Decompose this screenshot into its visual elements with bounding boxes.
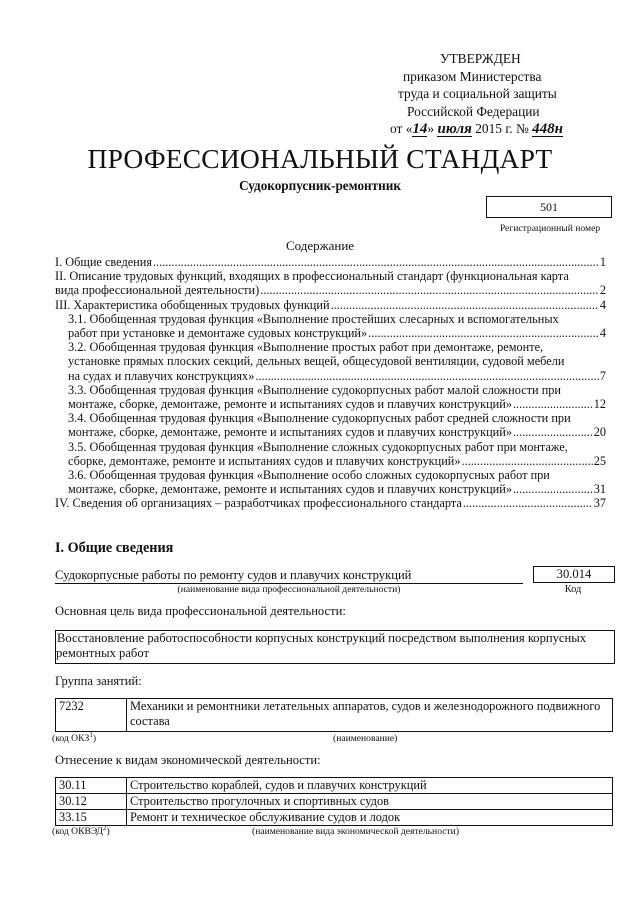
occupation-code-caption: (код ОКЗ$^1$)	[52, 731, 97, 745]
document-subtitle: Судокорпусник-ремонтник	[239, 178, 401, 193]
toc-item[interactable]	[55, 468, 606, 496]
toc-dots	[260, 283, 599, 297]
econ-table	[55, 777, 613, 826]
occupation-code: 7232	[56, 699, 127, 732]
toc-item-leader	[68, 369, 606, 383]
goal-box	[55, 630, 615, 664]
toc-item-line: 3.6. Обобщенная трудовая функция «Выполнение особо сложных судокорпусных работ при	[68, 468, 550, 483]
section-heading: I. Общие сведения	[55, 540, 174, 556]
toc-item-leader	[68, 326, 606, 340]
toc-item[interactable]	[55, 496, 606, 510]
toc-item-text: на судах и плавучих конструкциях»	[68, 368, 255, 383]
table-row	[56, 810, 613, 826]
toc-item-leader	[55, 255, 606, 269]
toc-item[interactable]	[55, 340, 606, 383]
toc-item-leader	[55, 496, 606, 510]
toc-item[interactable]	[55, 411, 606, 439]
document-title: ПРОФЕССИОНАЛЬНЫЙ СТАНДАРТ	[87, 143, 553, 174]
toc-item-line: 3.1. Обобщенная трудовая функция «Выполнение простейших слесарных и вспомогательных	[68, 311, 559, 326]
registration-label: Регистрационный номер	[499, 223, 601, 234]
toc-item-leader	[55, 283, 606, 297]
toc-item-text: монтаже, сборке, демонтаже, ремонте и испытаниях судов и плавучих конструкций»	[68, 425, 512, 440]
toc-item-text: IV. Сведения об организациях – разработчиках профессионального стандарта	[55, 496, 462, 511]
toc-item-line: 3.5. Обобщенная трудовая функция «Выполнение сложных судокорпусных работ при монтаже,	[68, 439, 568, 454]
toc-page-number: 1	[599, 255, 606, 269]
toc-item[interactable]	[55, 312, 606, 340]
toc-page-number: 7	[599, 368, 606, 383]
toc-item-line: 3.3. Обобщенная трудовая функция «Выполнение судокорпусных работ малой сложности при	[68, 382, 562, 397]
goal-text: Восстановление работоспособности корпусных конструкций посредством выполнения корпусных ремонтных работ	[56, 631, 587, 661]
toc-page-number: 12	[593, 397, 606, 412]
econ-name: Строительство прогулочных и спортивных судов	[127, 794, 613, 810]
approval-line4: Российской Федерации	[407, 103, 540, 119]
toc-item-line: 3.4. Обобщенная трудовая функция «Выполнение судокорпусных работ средней сложности при	[68, 411, 571, 426]
approval-date-line	[390, 120, 630, 138]
toc-heading: Содержание	[285, 238, 355, 253]
activity-kind-caption: (наименование вида профессиональной деятельности)	[177, 584, 401, 595]
table-of-contents	[55, 255, 606, 511]
toc-page-number: 4	[599, 326, 606, 341]
toc-dots	[153, 255, 599, 269]
toc-item[interactable]	[55, 440, 606, 468]
table-row	[56, 794, 613, 810]
occupation-label: Группа занятий:	[55, 674, 142, 688]
toc-page-number: 4	[599, 297, 606, 312]
date-day: 14	[412, 121, 428, 137]
toc-dots	[462, 454, 593, 468]
econ-code: 30.12	[56, 794, 127, 810]
approval-line3: труда и социальной защиты	[398, 86, 557, 101]
toc-dots	[255, 369, 598, 383]
registration-number-box: 501	[486, 196, 612, 218]
activity-code-box: 30.014	[533, 566, 615, 583]
econ-name: Ремонт и техническое обслуживание судов и лодок	[127, 810, 613, 826]
table-row	[56, 699, 613, 732]
toc-page-number: 25	[593, 453, 606, 468]
occupation-name: Механики и ремонтники летательных аппаратов, судов и железнодорожного подвижного состава	[127, 699, 613, 732]
econ-code: 33.15	[56, 810, 127, 826]
occupation-name-caption: (наименование)	[333, 733, 398, 744]
code-caption: Код	[564, 584, 582, 595]
order-number: 448н	[532, 121, 563, 137]
toc-item-leader	[55, 298, 606, 312]
toc-page-number: 31	[593, 482, 606, 497]
toc-item-leader	[68, 482, 606, 496]
toc-dots	[513, 397, 593, 411]
toc-item-leader	[68, 425, 606, 439]
table-row	[56, 778, 613, 794]
approval-line2: приказом Министерства	[403, 68, 542, 84]
toc-dots	[463, 496, 593, 510]
toc-item-text: I. Общие сведения	[55, 255, 152, 269]
econ-code: 30.11	[56, 778, 127, 794]
date-prefix: от «	[390, 121, 413, 136]
toc-item[interactable]	[55, 383, 606, 411]
toc-item-leader	[68, 397, 606, 411]
toc-dots	[513, 425, 593, 439]
econ-name-caption: (наименование вида экономической деятельности)	[252, 826, 460, 837]
date-year: 2015 г. №	[475, 121, 529, 136]
toc-item-line: II. Описание трудовых функций, входящих в профессиональный стандарт (функциональная карта	[55, 269, 569, 284]
toc-page-number: 37	[593, 496, 606, 511]
toc-item-text: вида профессиональной деятельности)	[55, 283, 260, 298]
toc-item-text: монтаже, сборке, демонтаже, ремонте и испытаниях судов и плавучих конструкций»	[68, 397, 512, 412]
toc-item-line: 3.2. Обобщенная трудовая функция «Выполнение простых работ при демонтаже, ремонте,	[68, 340, 544, 355]
toc-item[interactable]	[55, 298, 606, 312]
activity-kind: Судокорпусные работы по ремонту судов и плавучих конструкций	[55, 567, 523, 584]
approval-line1: УТВЕРЖДЕН	[440, 51, 521, 66]
toc-item-text: сборке, демонтаже, ремонте и испытаниях судов и плавучих конструкций»	[68, 453, 461, 468]
econ-name: Строительство кораблей, судов и плавучих конструкций	[127, 778, 613, 794]
toc-page-number: 2	[599, 283, 606, 298]
toc-page-number: 20	[593, 425, 606, 440]
toc-dots	[513, 482, 593, 496]
toc-item-leader	[68, 454, 606, 468]
toc-dots	[368, 326, 599, 340]
occupation-table	[55, 698, 613, 732]
toc-item-line: установке прямых плоских секций, дельных вещей, общесудовой вентиляции, судовой мебели	[68, 354, 565, 369]
toc-item-text: работ при установке и демонтаже судовых конструкций»	[68, 326, 368, 341]
date-mid: »	[427, 121, 435, 136]
date-month: июля	[437, 121, 472, 137]
toc-item-text: III. Характеристика обобщенных трудовых функций	[55, 297, 330, 312]
toc-item[interactable]	[55, 255, 606, 269]
toc-item[interactable]	[55, 269, 606, 297]
goal-label: Основная цель вида профессиональной деятельности:	[55, 604, 346, 618]
toc-dots	[331, 298, 599, 312]
approval-block	[390, 50, 630, 138]
toc-item-text: монтаже, сборке, демонтаже, ремонте и испытаниях судов и плавучих конструкций»	[68, 482, 512, 497]
econ-code-caption: (код ОКВЭД$^2$)	[52, 824, 110, 838]
econ-label: Отнесение к видам экономической деятельности:	[55, 753, 321, 767]
